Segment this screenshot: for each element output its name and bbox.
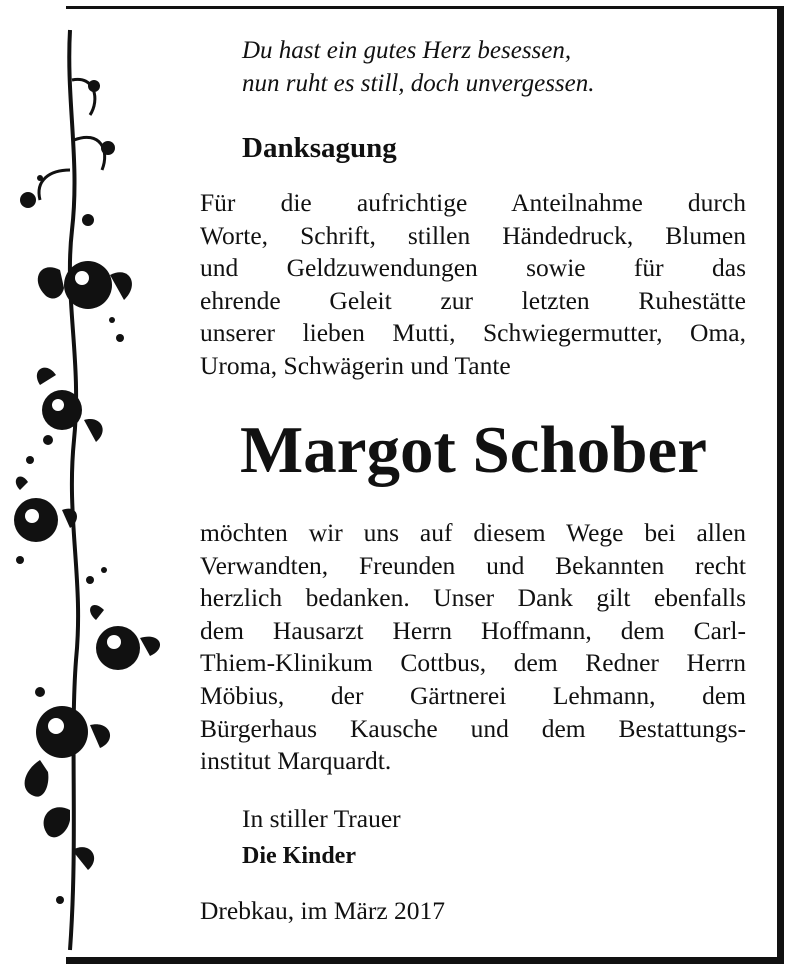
frame-border-top	[66, 6, 784, 9]
text-line: institut Marquardt.	[200, 746, 392, 776]
text-line: und Geldzuwendungen sowie für das	[200, 253, 746, 283]
motto-line: nun ruht es still, doch unvergessen.	[242, 70, 595, 97]
text-line: Thiem-Klinikum Cottbus, dem Redner Herrn	[200, 648, 746, 678]
signers: Die Kinder	[242, 843, 356, 869]
motto-verse	[242, 34, 762, 100]
text-line: Worte, Schrift, stillen Händedruck, Blumen	[200, 220, 746, 250]
deceased-name: Margot Schober	[240, 413, 708, 487]
text-line: ehrende Geleit zur letzten Ruhestätte	[200, 285, 746, 315]
text-line: Möbius, der Gärtnerei Lehmann, dem	[200, 680, 746, 710]
closing-phrase: In stiller Trauer	[242, 804, 401, 833]
text-line: möchten wir uns auf diesem Wege bei allen	[200, 518, 746, 547]
heading: Danksagung	[242, 132, 397, 164]
text-line: Verwandten, Freunden und Bekannten recht	[200, 550, 746, 580]
text-line: unserer lieben Mutti, Schwiegermutter, Oma,	[200, 318, 746, 348]
thanks-paragraph-2	[200, 517, 746, 778]
place-date: Drebkau, im März 2017	[200, 896, 446, 925]
text-line: herzlich bedanken. Unser Dank gilt ebenfalls	[200, 583, 746, 613]
rose-vine-ornament-icon	[0, 20, 175, 960]
text-line: Für die aufrichtige Anteilnahme durch	[200, 188, 746, 217]
thanks-paragraph-1	[200, 187, 746, 383]
frame-border-right	[777, 6, 784, 964]
text-line: Uroma, Schwägerin und Tante	[200, 350, 511, 380]
text-line: Bürgerhaus Kausche und dem Bestattungs-	[200, 713, 746, 743]
text-line: dem Hausarzt Herrn Hoffmann, dem Carl-	[200, 615, 746, 645]
motto-line: Du hast ein gutes Herz besessen,	[242, 37, 572, 64]
